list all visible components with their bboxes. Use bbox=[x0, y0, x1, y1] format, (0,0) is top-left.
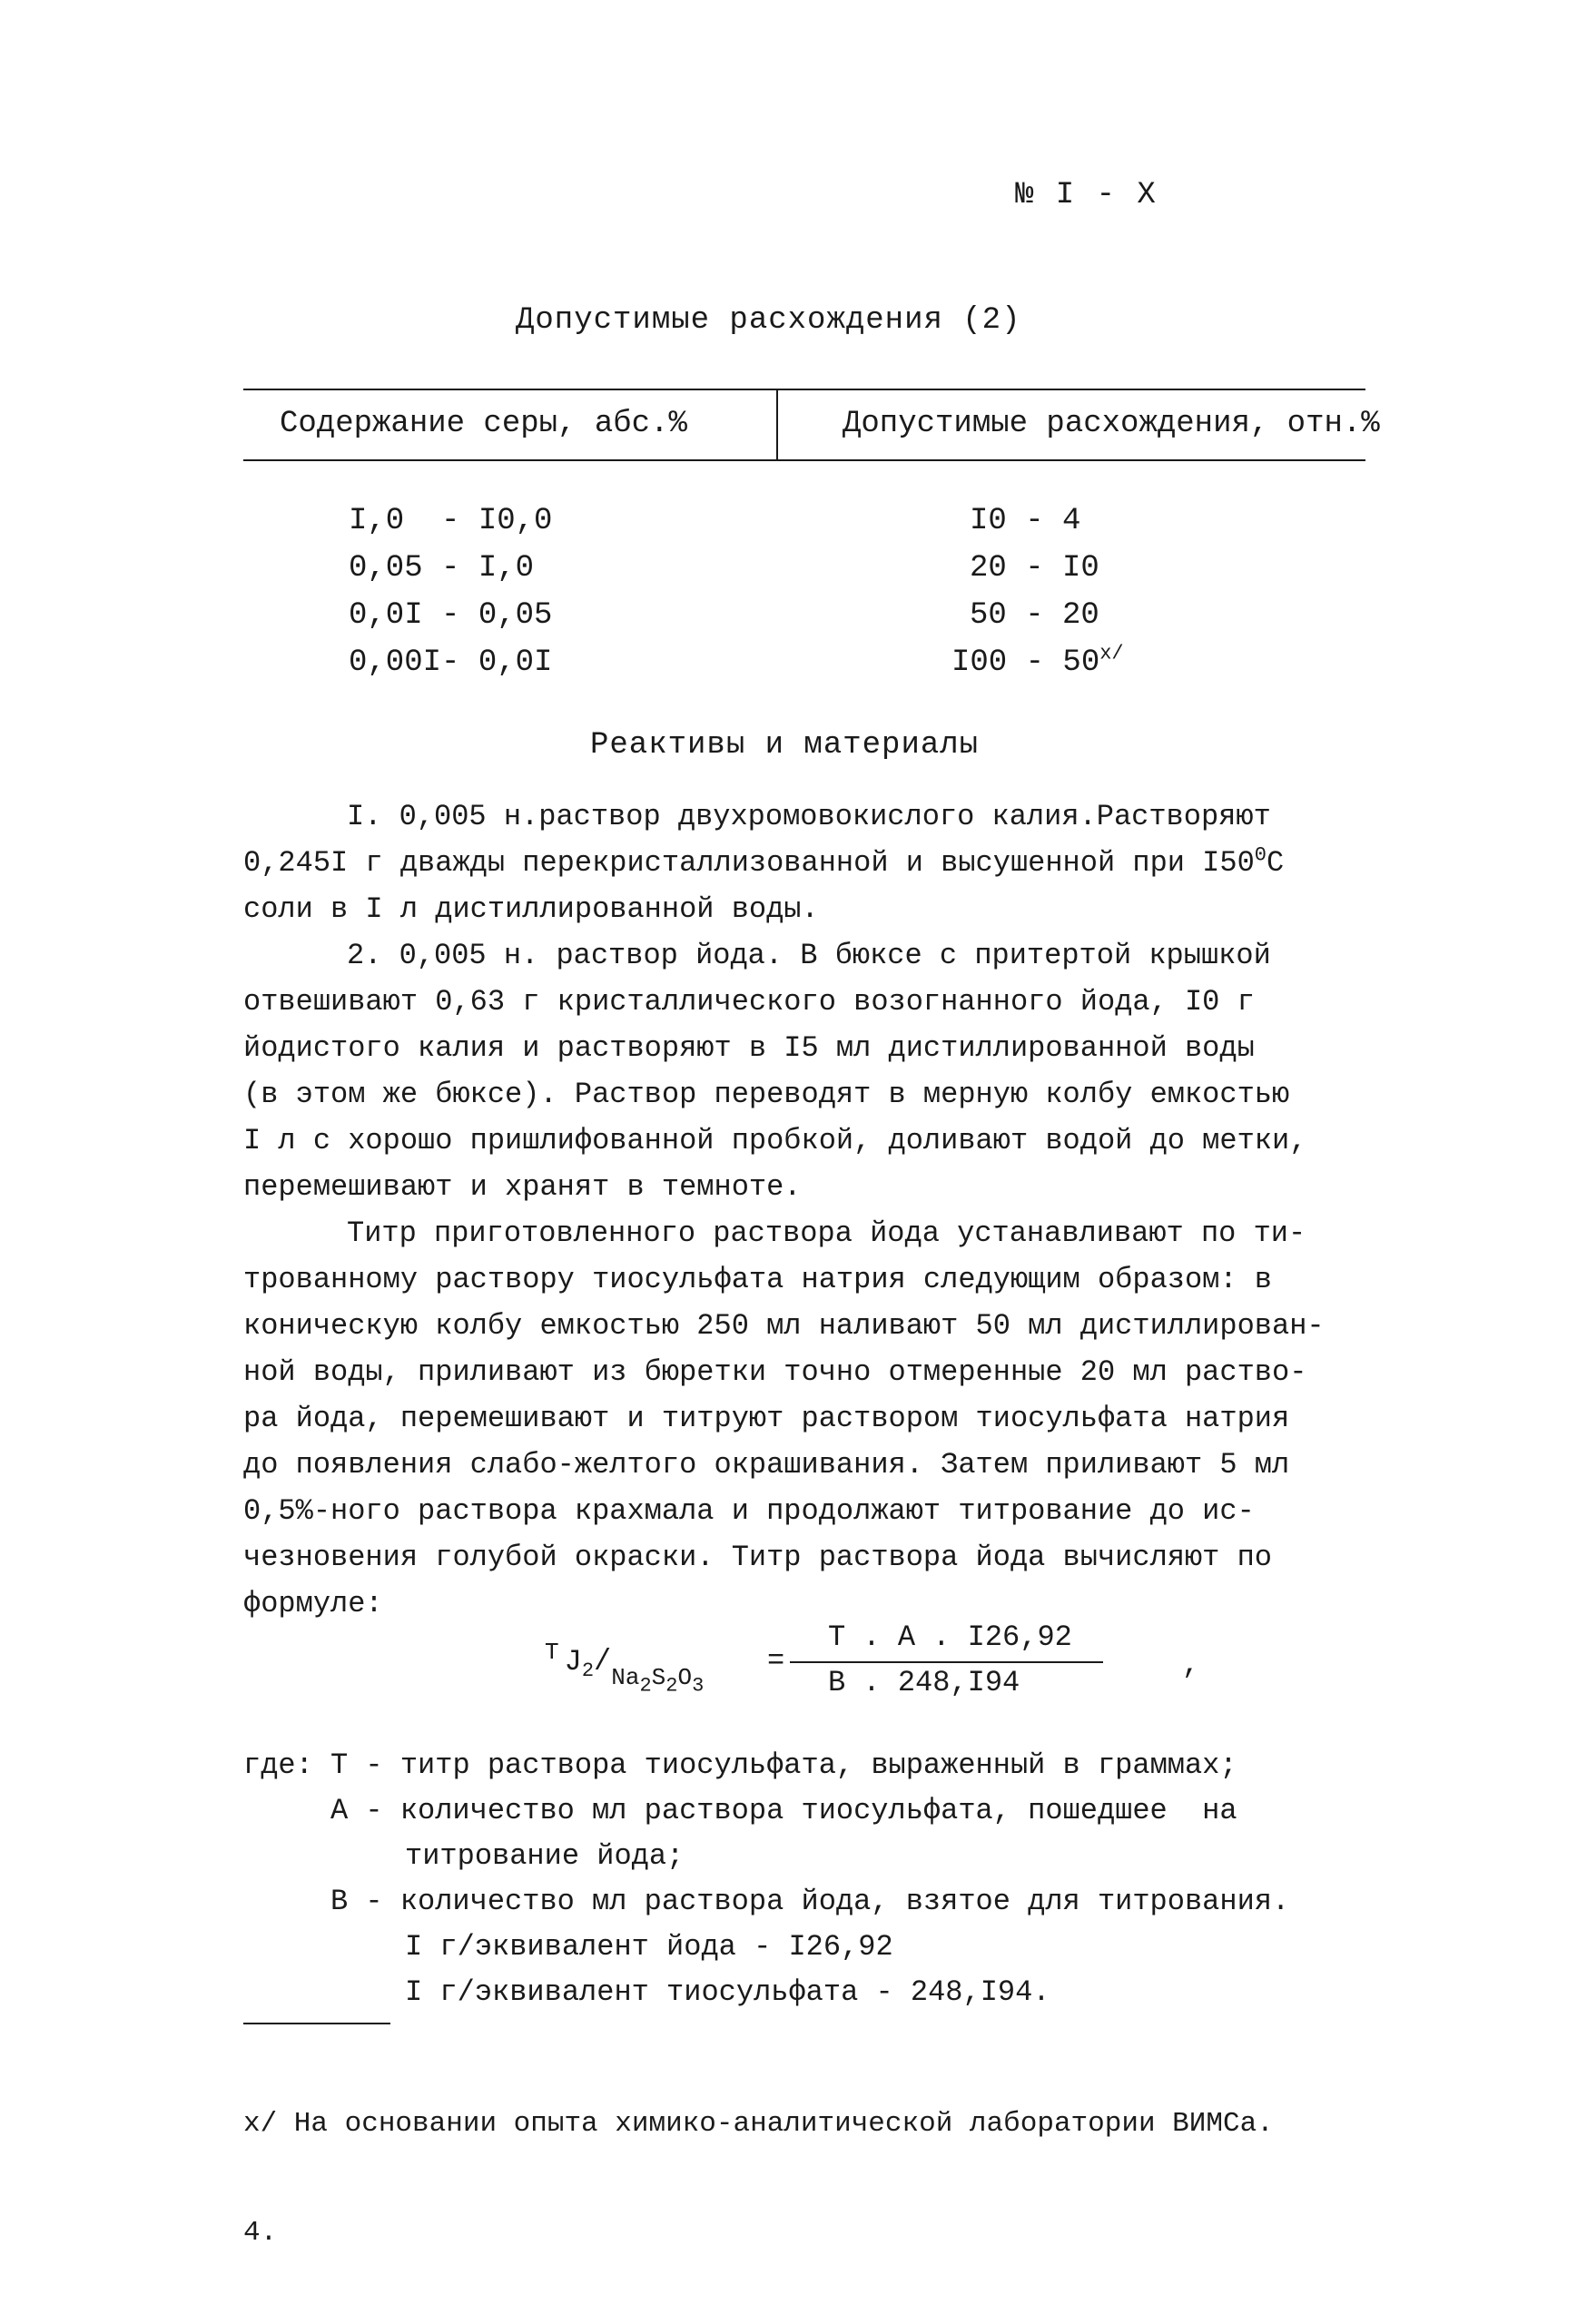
text-line: соли в I л дистиллированной воды. bbox=[243, 892, 819, 926]
legend-symbol: T - bbox=[330, 1748, 383, 1782]
legend-line-A-cont: титрование йода; bbox=[405, 1839, 685, 1873]
legend-symbol: B - bbox=[330, 1885, 383, 1918]
table-title: Допустимые расхождения (2) bbox=[516, 303, 1021, 338]
formula-T: T bbox=[545, 1639, 559, 1666]
text-line: I л с хорошо пришлифованной пробкой, доливают водой до метки, bbox=[243, 1124, 1307, 1157]
text-line: 0,5%-ного раствора крахмала и продолжают титрование до ис- bbox=[243, 1494, 1255, 1528]
formula-sub: 2 bbox=[665, 1674, 678, 1698]
formula-sub: 3 bbox=[692, 1674, 705, 1698]
table-header-rule bbox=[243, 459, 1365, 461]
text-line: чезновения голубой окраски. Титр раствора йода вычисляют по bbox=[243, 1541, 1272, 1574]
table-cell: 0,05 - I,0 bbox=[349, 551, 535, 586]
table-header-sulfur-content: Содержание серы, абс.% bbox=[280, 407, 687, 441]
formula-slash: / bbox=[594, 1644, 612, 1679]
legend-lead: где: bbox=[243, 1748, 313, 1782]
table-cell: I0 - 4 bbox=[970, 504, 1081, 538]
table-cell: 0,0I - 0,05 bbox=[349, 598, 553, 633]
footnote-text: х/ На основании опыта химико-аналитической лаборатории ВИМСа. bbox=[243, 2108, 1274, 2140]
footnote-separator bbox=[243, 2023, 390, 2024]
footnote bbox=[243, 2034, 1274, 2324]
formula-lhs bbox=[545, 1639, 705, 1698]
paragraph-iodine-solution bbox=[243, 932, 1369, 1210]
formula-sub: 2 bbox=[639, 1674, 652, 1698]
text-line: отвешивают 0,63 г кристаллического возогнанного йода, I0 г bbox=[243, 985, 1255, 1019]
section-title-reagents: Реактивы и материалы bbox=[590, 728, 980, 763]
text-line: I. 0,005 н.раствор двухромовокислого калия.Растворяют bbox=[347, 800, 1271, 833]
legend-text: титр раствора тиосульфата, выраженный в граммах; bbox=[399, 1748, 1237, 1782]
text-line: йодистого калия и растворяют в I5 мл дистиллированной воды bbox=[243, 1031, 1255, 1065]
formula-O: O bbox=[677, 1663, 693, 1691]
text-line: трованному раствору тиосульфата натрия следующим образом: в bbox=[243, 1263, 1272, 1296]
equivalent-iodine: I г/эквивалент йода - I26,92 bbox=[405, 1930, 893, 1964]
formula-comma: , bbox=[1182, 1648, 1200, 1681]
text-line: 2. 0,005 н. раствор йода. В бюксе с притертой крышкой bbox=[347, 939, 1271, 972]
table-cell: 0,00I- 0,0I bbox=[349, 645, 553, 680]
table-header-allowed-deviation: Допустимые расхождения, отн.% bbox=[843, 407, 1380, 441]
text-line: Титр приготовленного раствора йода устанавливают по ти- bbox=[347, 1216, 1306, 1250]
degree-sup: 0 bbox=[1254, 843, 1267, 867]
text-line: перемешивают и хранят в темноте. bbox=[243, 1170, 802, 1204]
table-column-sulfur bbox=[349, 497, 552, 686]
table-cell: 20 - I0 bbox=[970, 551, 1099, 586]
formula-J: J bbox=[564, 1644, 582, 1679]
formula-denominator: B . 248,I94 bbox=[828, 1666, 1020, 1699]
table-cell: I,0 - I0,0 bbox=[349, 504, 553, 538]
footnote-marker: х/ bbox=[1099, 642, 1124, 665]
table-column-deviation bbox=[951, 497, 1124, 686]
text-line: (в этом же бюксе). Раствор переводят в мерную колбу емкостью bbox=[243, 1078, 1290, 1111]
legend-line-T bbox=[243, 1743, 1405, 1788]
formula-sub: 2 bbox=[581, 1659, 595, 1683]
paragraph-dichromate bbox=[243, 793, 1369, 932]
formula-legend bbox=[243, 1743, 1405, 2015]
table-top-rule bbox=[243, 389, 1365, 390]
titer-formula bbox=[545, 1611, 1217, 1711]
equivalent-thiosulfate: I г/эквивалент тиосульфата - 248,I94. bbox=[405, 1975, 1050, 2009]
text-line: ра йода, перемешивают и титруют раствором тиосульфата натрия bbox=[243, 1402, 1290, 1435]
text-line: формуле: bbox=[243, 1587, 383, 1620]
table-cell: 50 - 20 bbox=[970, 598, 1099, 633]
legend-text: количество мл раствора тиосульфата, пошедшее на bbox=[399, 1794, 1237, 1827]
formula-equals: = bbox=[767, 1644, 785, 1678]
text-line: до появления слабо-желтого окрашивания. Затем приливают 5 мл bbox=[243, 1448, 1290, 1482]
formula-S: S bbox=[651, 1663, 666, 1691]
legend-line-B bbox=[243, 1879, 1405, 1925]
formula-numerator: T . A . I26,92 bbox=[828, 1620, 1072, 1654]
fraction-bar bbox=[790, 1661, 1103, 1663]
legend-text: количество мл раствора йода, взятое для титрования. bbox=[399, 1885, 1290, 1918]
legend-line-A bbox=[243, 1788, 1405, 1834]
document-number: № I - X bbox=[1015, 178, 1158, 212]
page-number: 4. bbox=[243, 2217, 278, 2249]
legend-symbol: A - bbox=[330, 1794, 383, 1827]
text-line bbox=[243, 840, 1369, 886]
text-span: С bbox=[1266, 846, 1285, 880]
formula-Na: Na bbox=[611, 1663, 640, 1691]
table-cell-value: I00 - 50 bbox=[951, 645, 1100, 680]
paragraph-titer bbox=[243, 1210, 1369, 1627]
text-span: 0,245I г дважды перекристаллизованной и высушенной при I50 bbox=[243, 846, 1255, 880]
text-line: коническую колбу емкостью 250 мл наливают 50 мл дистиллирован- bbox=[243, 1309, 1325, 1343]
table-cell bbox=[951, 639, 1124, 686]
table-column-divider bbox=[776, 389, 778, 459]
text-line: ной воды, приливают из бюретки точно отмеренные 20 мл раство- bbox=[243, 1355, 1307, 1389]
